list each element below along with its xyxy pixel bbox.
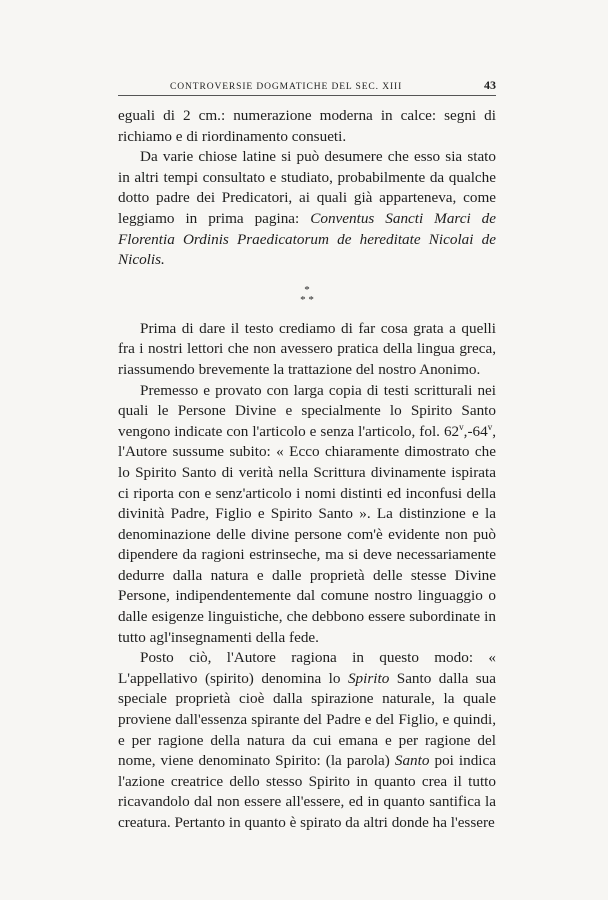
asterism-top: * [304, 283, 310, 296]
asterism-separator [118, 285, 496, 305]
paragraph-5-text-c: poi indica l'azione creatrice dello stesso Spirito in quanto crea il tutto ricavandolo dal non essere all'essere, ed in quanto santifica la creatura. Pertanto in quanto è spirato da altri donde ha l'essere [118, 752, 497, 831]
paragraph-5-text-b: Santo dalla sua speciale proprietà cioè dalla spirazione naturale, la quale proviene dall'essenza spirante del Padre e del Figlio, e quindi, e per ragione della natura da cui emana e per ragione del nome, viene denominato Spirito: (la parola) [118, 669, 497, 770]
paragraph-4-text-a: Premesso e provato con larga copia di testi scritturali nei quali le Persone Divine e specialmente lo Spirito Santo vengono indicate con l'articolo e senza l'articolo, fol. 62 [118, 381, 496, 440]
asterism-bottom: * * [300, 293, 314, 306]
folio-verso-mark: v [487, 421, 493, 432]
paragraph-4-text-c: , l'Autore sussume subito: « Ecco chiaramente dimostrato che lo Spirito Santo di verità nella Scrittura divinamente ispirata ci riporta con e senz'articolo i nomi distinti ed inconfusi della divinità Padre, Figlio e Spirito Santo ». La distinzione e la denominazione delle divine persone com'è evidente non può dipendere da ragioni estrinseche, ma si deve necessariamente dedurre dalla natura e dalle proprietà delle stesse Divine Persone, indipendentemente dal comune nostro linguaggio o dalle esigenze linguistiche, che debbono essere subordinate in tutto agl'insegnamenti della fede. [118, 422, 496, 646]
paragraph-3 [118, 319, 496, 381]
paragraph-5-text-a: Posto ciò, l'Autore ragiona in questo modo: « L'appellativo (spirito) denomina lo [118, 649, 496, 687]
paragraph-4-text-b: ,-64 [463, 422, 488, 440]
running-title: CONTROVERSIE DOGMATICHE DEL SEC. XIII [170, 82, 403, 92]
page-number: 43 [484, 78, 496, 92]
italic-spirito: Spirito [347, 669, 390, 687]
folio-verso-mark: v [459, 421, 464, 432]
paragraph-4 [118, 381, 496, 649]
paragraph-1-text: eguali di 2 cm.: numerazione moderna in calce: segni di richiamo e di riordinamento consueti. [118, 107, 496, 145]
paragraph-2-text: Da varie chiose latine si può desumere che esso sia stato in altri tempi consultato e studiato, probabilmente da qualche dotto padre dei Predicatori, ai quali già apparteneva, come leggiamo in prima pagina: [118, 148, 496, 227]
paragraph-2 [118, 147, 496, 271]
paragraph-5 [118, 648, 496, 833]
paragraph-1 [118, 106, 496, 147]
page-header [118, 78, 496, 93]
paragraph-2-latin-inscription: Conventus Sancti Marci de Florentia Ordinis Praedicatorum de hereditate Nicolai de Nicolis. [118, 209, 496, 269]
header-rule [118, 95, 496, 96]
paragraph-3-text: Prima di dare il testo crediamo di far cosa grata a quelli fra i nostri lettori che non avessero pratica della lingua greca, riassumendo brevemente la trattazione del nostro Anonimo. [118, 319, 496, 378]
italic-santo: Santo [394, 752, 430, 770]
body-text [118, 106, 496, 834]
